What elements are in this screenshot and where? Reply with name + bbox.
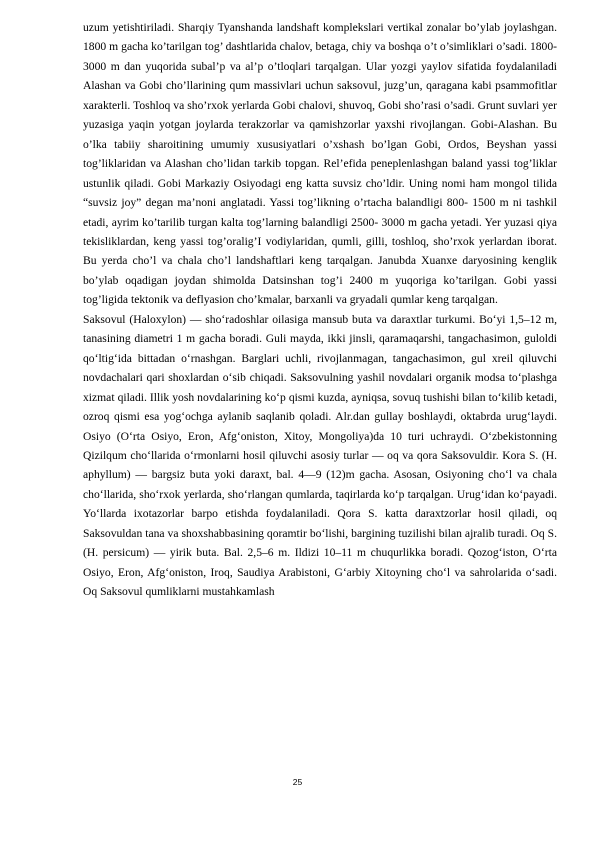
paragraph-landscape: uzum yetishtiriladi. Sharqiy Tyanshanda landshaft komplekslari vertikal zonalar bo’ylab joylashgan. 1800 m gacha ko’tarilgan tog’ dashtlarida chalov, betaga, chiy va boshqa o’t o’simliklari o’sadi. 1800-3000 m dan yuqorida subal’p va al’p o’tloqlari tarqalgan. Ular yozgi yaylov sifatida foydalaniladi Alashan va Gobi cho’llarining qum massivlari uchun saksovul, juzg’un, qaragana kabi psammofitlar xarakterli. Toshloq va sho’rxok yerlarda Gobi chalovi, shuvoq, Gobi sho’rasi o’sadi. Grunt suvlari yer yuzasiga yaqin yotgan joylarda terakzorlar va qamishzorlar yaxshi rivojlangan. Gobi-Alashan. Bu o’lka tabiiy sharoitining umumiy xususiyatlari o’xshash bo’lgan Gobi, Ordos, Beyshan yassi tog’liklaridan va Alashan cho’lidan tarkib topgan. Rel’efida peneplenlashgan baland yassi tog’liklar ustunlik qiladi. Gobi Markaziy Osiyodagi eng katta suvsiz cho’ldir. Uning nomi ham mongol tilida “suvsiz joy” degan ma’noni anglatadi. Yassi tog’likning o’rtacha balandligi 800- 1500 m ni tashkil etadi, ayrim ko’tarilib turgan kalta tog’larning balandligi 2500- 3000 m gacha yetadi. Yer yuzasi qiya tekisliklardan, keng yassi tog’oralig’I vodiylaridan, qumli, gilli, toshloq, sho’rxok yerlardan iborat. Bu yerda cho’l va chala cho’l landshaftlari keng tarqalgan. Janubda Xuanxe daryosining kenglik bo’ylab oqadigan joydan shimolda Datsinshan tog’i 2400 m yuqoriga ko’tarilgan. Gobi yassi tog’ligida tektonik va deflyasion cho’kmalar, barxanli va gryadali qumlar keng tarqalgan. [83,21,557,307]
page-number: 25 [292,777,303,787]
paragraph-saksovul: Saksovul (Haloxylon) — sho‘radoshlar oilasiga mansub buta va daraxtlar turkumi. Bo‘yi 1,5–12 m, tanasining diametri 1 m gacha boradi. Guli mayda, ikki jinsli, qaramaqarshi, tangachasimon, guloldi qo‘ltig‘ida bittadan o‘rnashgan. Barglari uchli, rivojlanmagan, tangachasimon, gul xreil qiluvchi novdachalari qari shoxlardan o‘sib chiqadi. Saksovulning yashil novdalari organik modsa to‘plashga xizmat qiladi. Illik yosh novdalarining ko‘p qismi kuzda, ayniqsa, sovuq tushishi bilan to‘kilib ketadi, ozroq qismi esa yog‘ochga aylanib saqlanib qoladi. Alr.dan gullay boshlaydi, oktabrda urug‘laydi. Osiyo (O‘rta Osiyo, Eron, Afg‘oniston, Xitoy, Mongoliya)da 10 turi uchraydi. O‘zbekistonning Qizilqum cho‘llarida o‘rmonlarni hosil qiluvchi asosiy turlar — oq va qora Saksovuldir. Kora S. (H. aphyllum) — bargsiz buta yoki daraxt, bal. 4—9 (12)m gacha. Asosan, Osiyoning cho‘l va chala cho‘llarida, sho‘rxok yerlarda, sho‘rlangan qumlarda, taqirlarda ko‘p tarqalgan. Urug‘idan ko‘payadi. Yo‘llarda ixotazorlar barpo etishda foydalaniladi. Qora S. katta daraxtzorlar hosil qiladi, oq Saksovuldan tana va shoxshabbasining qoramtir bo‘lishi, bargining tuzilishi bilan ajralib turadi. Oq S. (H. persicum) — yirik buta. Bal. 2,5–6 m. Ildizi 10–11 m chuqurlikka boradi. Qozog‘iston, O‘rta Osiyo, Eron, Afg‘oniston, Iroq, Saudiya Arabistoni, G‘arbiy Xitoyning cho‘l va sahrolarida o‘sadi. Oq Saksovul qumliklarni mustahkamlash [83,312,557,599]
document-page [83,18,557,602]
